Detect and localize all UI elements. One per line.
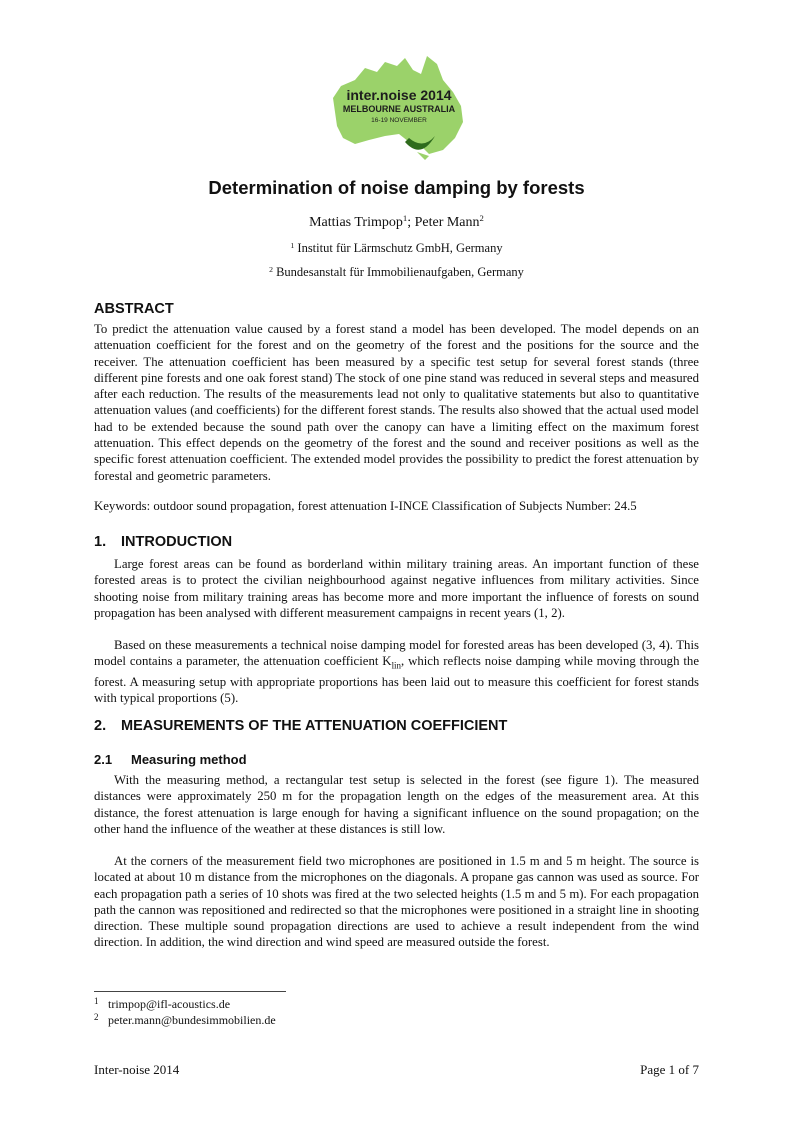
author-2-affiliation-marker: 2: [479, 213, 484, 224]
section-1-number: 1.: [94, 534, 107, 550]
affiliation-2: [0, 265, 793, 280]
method-paragraph-2: At the corners of the measurement field two microphones are positioned in 1.5 m and 5 m height. The source is located at about 10 m distance from the microphones on the diagonals. A propane gas cannon was used as source. For each propagation path a series of 10 shots was fired at the two selected heights (1.5 m and 5 m). For each propagation path the cannon was repositioned and redirected so that the microphones were positioned in a straight line in shooting direction. These multiple sound propagation directions are used to achieve a result independent from the wind direction. In addition, the wind direction and wind speed are measured outside the forest.: [94, 854, 699, 950]
logo-line-1: inter.noise 2014: [346, 87, 452, 103]
abstract-text: To predict the attenuation value caused by a forest stand a model has been developed. The model depends on an attenuation coefficient for the forest and on the geometry of the forest and the positions for the source and the receiver. The attenuation coefficient has been measured by a specific test setup for several forest stands (three different pine forests and one oak forest stand) The stock of one pine stand was reduced in several steps and measured after each reduction. The results of the measurements lead not only to qualitative statements but also to quantitative attenuation values (and coefficients) for the different forest stands. The results also showed that the actual used model had to be extended because the sound path over the canopy can have a limiting effect on the maximum forest attenuation. This effect depends on the geometry of the forest and the sound and receiver positions as well as the specific forest attenuation coefficient. The extended model provides the possibility to predict the forest attenuation by forestal and geometric parameters.: [94, 322, 699, 483]
footer-page-number: Page 1 of 7: [640, 1062, 699, 1077]
intro-paragraph-2: [94, 637, 699, 707]
affiliation-2-text: Bundesanstalt für Immobilienaufgaben, Germany: [272, 265, 524, 279]
author-1: Mattias Trimpop: [309, 215, 403, 230]
footnote-1-email: trimpop@ifl-acoustics.de: [108, 997, 231, 1011]
affiliation-1-marker: 1: [290, 240, 295, 250]
section-2-number: 2.: [94, 718, 107, 734]
footnote-2: [94, 1012, 276, 1028]
section-1-title: INTRODUCTION: [121, 534, 233, 550]
affiliation-1-text: Institut für Lärmschutz GmbH, Germany: [294, 241, 503, 255]
intro-paragraph-2-part-a: Based on these measurements a technical noise damping model for forested areas has been developed (3, 4). This model contains a parameter, the attenuation coefficient K: [94, 638, 699, 669]
method-paragraph-1: With the measuring method, a rectangular test setup is selected in the forest (see figure 1). The measured distances were approximately 250 m for the propagation length on the edges of the measurement area. At this distance, the forest attenuation is large enough for having a significant influence on the sound propagation; on the other hand the influence of the weather at these distances is still low.: [94, 773, 699, 836]
affiliation-1: [0, 241, 793, 256]
author-1-affiliation-marker: 1: [402, 213, 408, 224]
affiliation-2-marker: 2: [269, 264, 273, 274]
section-1-heading: [94, 534, 232, 550]
author-line: [0, 215, 793, 231]
footnote-rule: [94, 991, 286, 992]
footnote-2-number: 2: [94, 1012, 99, 1022]
intro-paragraph-1: Large forest areas can be found as borderland within military training areas. An important function of these forested areas is to protect the civilian neighbourhood against negative influences from military activities. Since shooting noise from military training areas has become more and more important the influence of forests on sound propagation has been analysed with different measurement campaigns in recent years (1, 2).: [94, 557, 699, 620]
footnote-1: [94, 996, 230, 1012]
footnote-2-email: peter.mann@bundesimmobilien.de: [108, 1013, 276, 1027]
author-separator: ;: [407, 215, 415, 230]
section-2-heading: [94, 718, 507, 734]
abstract-heading: ABSTRACT: [94, 301, 174, 317]
intro-paragraph-2-part-b: , which reflects noise damping while moving through the forest. A measuring setup with appropriate proportions has been laid out to measure this coefficient for forest stands with typical proportions (5).: [94, 654, 699, 706]
logo-line-3: 16-19 NOVEMBER: [371, 117, 427, 124]
australia-map-icon: [325, 50, 470, 165]
subsection-2-1-number: 2.1: [94, 752, 113, 767]
subsection-2-1-heading: [94, 752, 247, 767]
paper-title: Determination of noise damping by forests: [208, 177, 585, 198]
subsection-2-1-title: Measuring method: [131, 752, 247, 767]
k-lin-subscript: lin: [391, 660, 402, 671]
footer-conference: Inter-noise 2014: [94, 1062, 180, 1077]
conference-logo: [325, 50, 470, 165]
author-2: Peter Mann: [414, 215, 480, 230]
logo-line-2: MELBOURNE AUSTRALIA: [342, 104, 456, 114]
keywords: Keywords: outdoor sound propagation, forest attenuation I-INCE Classification of Subjects Number: 24.5: [94, 499, 637, 513]
footnote-1-number: 1: [94, 996, 99, 1006]
section-2-title: MEASUREMENTS OF THE ATTENUATION COEFFICIENT: [121, 718, 508, 734]
